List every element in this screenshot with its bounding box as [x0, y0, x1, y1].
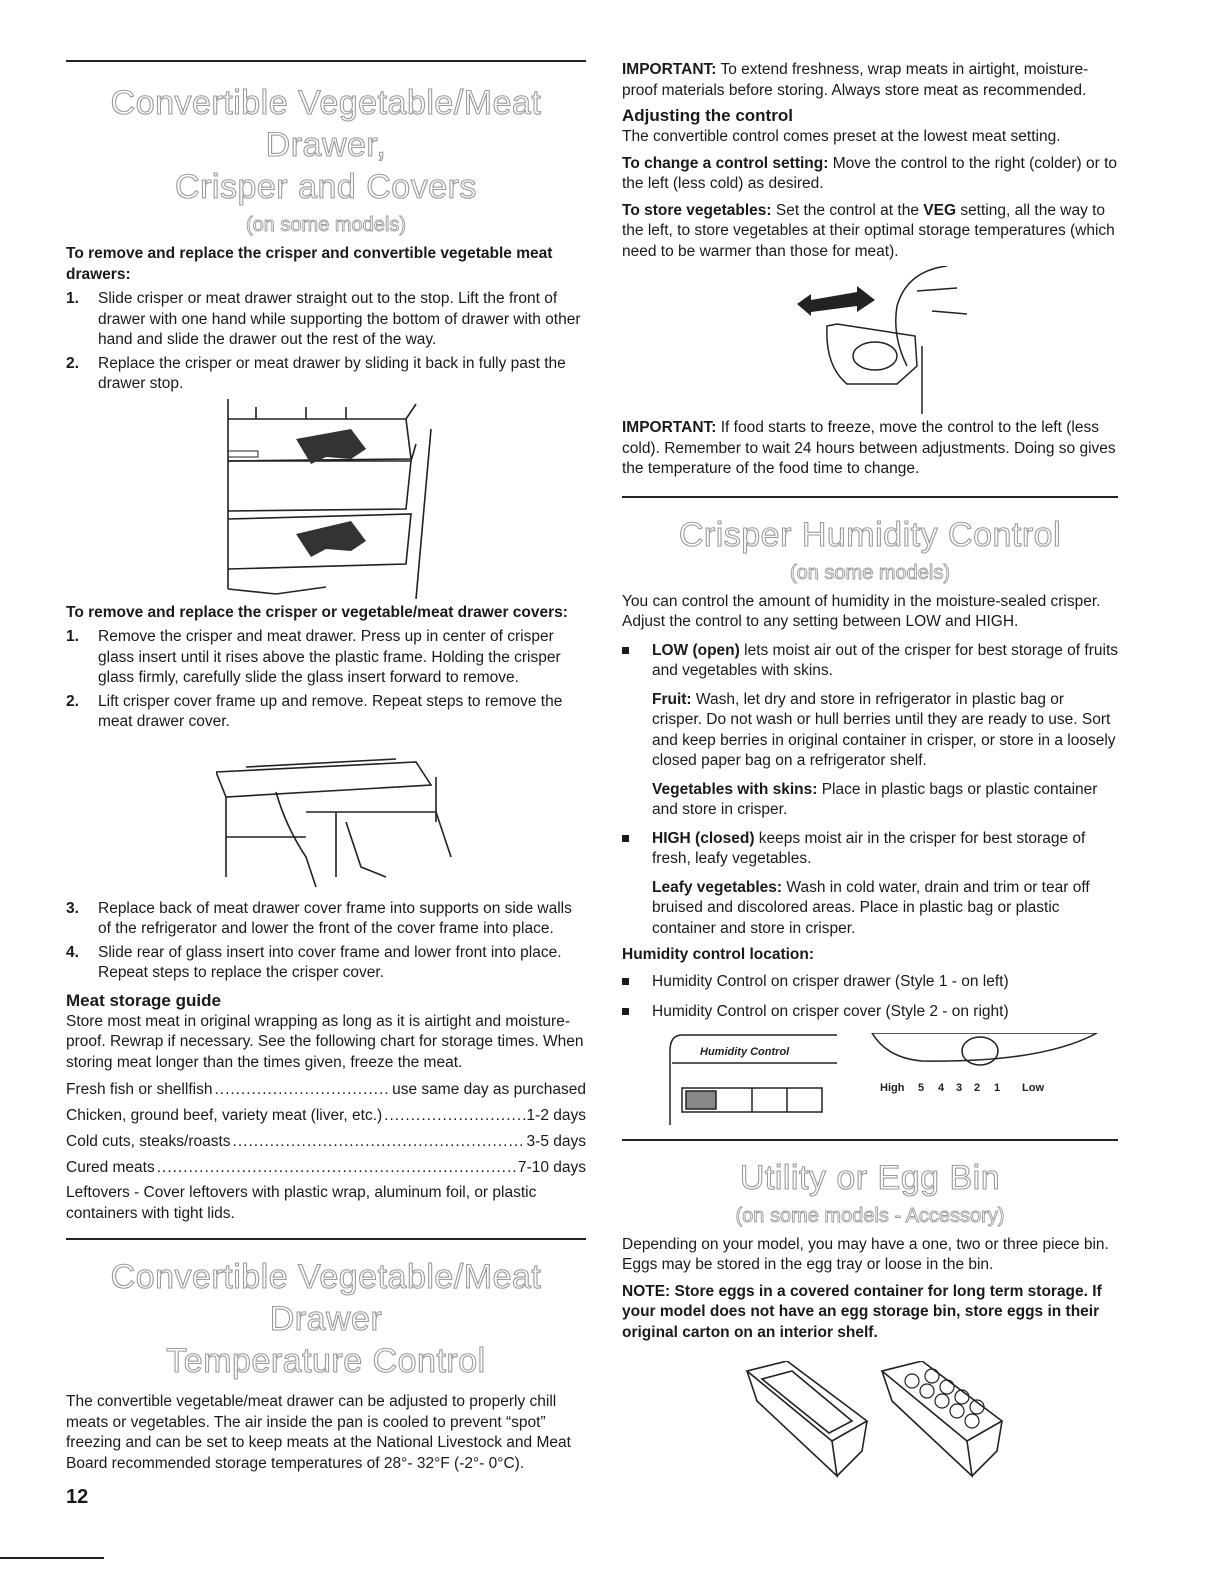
leader-dots	[157, 1155, 516, 1181]
left-column	[66, 60, 586, 1474]
step-item	[66, 354, 586, 395]
inline-label: Leafy vegetables:	[652, 878, 783, 896]
step-list	[66, 899, 586, 984]
bullet-icon	[622, 647, 629, 654]
inline-label: Vegetables with skins:	[652, 780, 818, 798]
paragraph	[622, 201, 1118, 263]
egg-bin-illustration	[737, 1361, 1118, 1481]
section-title: Crisper and Covers	[175, 168, 477, 206]
important-note	[622, 60, 1118, 101]
list-item	[622, 1002, 1118, 1023]
meat-item: Cold cuts, steaks/roasts	[66, 1133, 231, 1150]
step-text: Lift crisper cover frame up and remove. Repeat steps to remove the meat drawer cover.	[98, 692, 563, 730]
paragraph: The convertible vegetable/meat drawer can be adjusted to properly chill meats or vegetables. The air inside the pan is cooled to prevent “spot” freezing and can be set to keep meats at the National Livestock and Meat Board recommended storage temperatures of 28°- 32°F (-2°- 0°C).	[66, 1393, 571, 1472]
paragraph: Store most meat in original wrapping as long as it is airtight and moisture-proof. Rewrap if necessary. See the following chart for storage times. When storing meat longer than the times given, freeze the meat.	[66, 1012, 584, 1071]
humidity-scale-label: 4	[938, 1081, 945, 1094]
section-subtitle: (on some models - Accessory)	[735, 1204, 1005, 1227]
paragraph: The convertible control comes preset at the lowest meat setting.	[622, 128, 1061, 145]
note: NOTE: Store eggs in a covered container for long term storage. If your model does not have an egg storage bin, store eggs in their original carton on an interior shelf.	[622, 1282, 1102, 1341]
section-title: Convertible Vegetable/Meat Drawer	[110, 1258, 542, 1338]
inline-text: Set the control at the	[775, 201, 919, 219]
paragraph	[622, 154, 1118, 195]
step-item	[66, 692, 586, 733]
step-item	[66, 627, 586, 689]
important-note	[622, 418, 1118, 480]
step-list	[66, 627, 586, 733]
storage-time: 1-2 days	[526, 1107, 586, 1124]
step-text: Replace back of meat drawer cover frame into supports on side walls of the refrigerator and lower the front of the cover frame into place.	[98, 899, 572, 937]
inline-label: LOW (open)	[652, 641, 740, 659]
list-item	[622, 641, 1118, 821]
inline-label: To store vegetables:	[622, 201, 772, 219]
section-rule	[622, 496, 1118, 498]
inline-label: HIGH (closed)	[652, 829, 755, 847]
paragraph	[652, 878, 1118, 940]
section-rule	[66, 60, 586, 62]
humidity-scale-label: 5	[918, 1081, 925, 1094]
step-list	[66, 289, 586, 395]
section-rule	[622, 1139, 1118, 1141]
paragraph: Leftovers - Cover leftovers with plastic wrap, aluminum foil, or plastic containers with tight lids.	[66, 1184, 537, 1222]
inline-text: setting, all the way to the left, to store vegetables at their optimal storage temperatures (which need to be warmer than those for meat).	[622, 201, 1115, 260]
inline-text: Wash in cold water, drain and trim or tear off bruised and discolored areas. Place in plastic bag or plastic container and store in crisper.	[652, 878, 1090, 937]
bullet-icon	[622, 1008, 629, 1015]
inline-text: Wash, let dry and store in refrigerator in plastic bag or crisper. Do not wash or hull berries until they are ready to use. Sort and keep berries in original container in crisper, or store in a loosely closed paper bag on a refrigerator shelf.	[652, 690, 1116, 769]
storage-time: 7-10 days	[517, 1159, 586, 1176]
humidity-scale-label: High	[880, 1081, 905, 1094]
inline-text: lets moist air out of the crisper for best storage of fruits and vegetables with skins.	[652, 641, 1119, 679]
inline-text: Place in plastic bags or plastic container and store in crisper.	[652, 780, 1098, 818]
control-dial-illustration	[797, 266, 1118, 414]
step-text: Replace the crisper or meat drawer by sliding it back in fully past the drawer stop.	[98, 354, 566, 392]
paragraph: Depending on your model, you may have a one, two or three piece bin. Eggs may be stored in the egg tray or loose in the bin.	[622, 1235, 1109, 1273]
instruction-lead: To remove and replace the crisper and convertible vegetable meat drawers:	[66, 245, 553, 283]
humidity-scale-label: 1	[994, 1081, 1001, 1094]
humidity-scale-label: Low	[1022, 1081, 1044, 1094]
step-text: Slide crisper or meat drawer straight out to the stop. Lift the front of drawer with one hand while supporting the bottom of drawer with other hand and slide the drawer out the rest of the way.	[98, 290, 581, 348]
leader-dots	[384, 1103, 524, 1129]
bullet-icon	[622, 978, 629, 985]
bullet-list	[622, 972, 1118, 1023]
bullet-icon	[622, 835, 629, 842]
meat-item: Fresh fish or shellfish	[66, 1081, 213, 1098]
step-number: 2.	[66, 354, 79, 372]
humidity-scale-label: 2	[974, 1081, 981, 1094]
storage-time: use same day as purchased	[392, 1081, 586, 1098]
list-item	[622, 829, 1118, 940]
section-title: Crisper Humidity Control	[678, 515, 1062, 554]
section-subtitle: (on some models)	[245, 214, 407, 236]
step-item	[66, 289, 586, 351]
table-row	[66, 1155, 586, 1181]
inline-text: Humidity Control on crisper cover (Style 2 - on right)	[652, 1003, 1009, 1020]
important-text: To extend freshness, wrap meats in airtight, moisture-proof materials before storing. Always store meat as recommended.	[622, 61, 1089, 99]
paragraph	[652, 780, 1118, 821]
storage-time: 3-5 days	[526, 1133, 586, 1150]
section-heading: Meat storage guide	[66, 990, 221, 1010]
section-title: Utility or Egg Bin	[739, 1158, 1001, 1197]
cover-illustration	[216, 737, 586, 895]
instruction-lead: To remove and replace the crisper or vegetable/meat drawer covers:	[66, 603, 568, 621]
humidity-scale-label: 3	[956, 1081, 963, 1094]
table-row	[66, 1077, 586, 1103]
section-title: Convertible Vegetable/Meat Drawer,	[110, 84, 542, 164]
meat-item: Chicken, ground beef, variety meat (liver, etc.)	[66, 1107, 383, 1124]
section-title: Temperature Control	[166, 1342, 486, 1380]
section-subtitle: (on some models)	[789, 561, 951, 584]
meat-storage-chart	[66, 1077, 586, 1181]
section-heading: Adjusting the control	[622, 106, 793, 125]
drawer-illustration	[216, 399, 586, 599]
paragraph: You can control the amount of humidity in the moisture-sealed crisper. Adjust the control to any setting between LOW and HIGH.	[622, 592, 1101, 630]
step-number: 2.	[66, 692, 79, 710]
step-number: 3.	[66, 899, 79, 917]
humidity-control-label: Humidity Control	[700, 1045, 790, 1058]
important-label: IMPORTANT:	[622, 61, 717, 78]
step-text: Remove the crisper and meat drawer. Press up in center of crisper glass insert until it rises above the plastic frame. Holding the crisper glass firmly, carefully slide the glass insert forward to remove.	[98, 628, 561, 686]
inline-text: keeps moist air in the crisper for best storage of fresh, leafy vegetables.	[652, 829, 1086, 867]
step-number: 1.	[66, 628, 79, 645]
step-item	[66, 943, 586, 984]
table-row	[66, 1103, 586, 1129]
step-number: 1.	[66, 290, 79, 307]
inline-label: To change a control setting:	[622, 154, 829, 172]
inline-keyword: VEG	[923, 201, 956, 219]
step-item	[66, 899, 586, 940]
leader-dots	[214, 1077, 390, 1103]
page-number: 12	[66, 1486, 89, 1508]
meat-item: Cured meats	[66, 1159, 155, 1176]
step-number: 4.	[66, 943, 79, 961]
list-item	[622, 972, 1118, 993]
section-rule	[66, 1238, 586, 1240]
important-text: If food starts to freeze, move the control to the left (less cold). Remember to wait 24 hours between adjustments. Doing so gives the temperature of the food time to change.	[622, 419, 1116, 477]
section-heading: Humidity control location:	[622, 946, 815, 963]
step-text: Slide rear of glass insert into cover frame and lower front into place. Repeat steps to replace the crisper cover.	[98, 943, 562, 981]
inline-text: Move the control to the right (colder) or to the left (less cold) as desired.	[622, 154, 1118, 192]
table-row	[66, 1129, 586, 1155]
important-label: IMPORTANT:	[622, 419, 717, 436]
footer-rule	[0, 1557, 104, 1559]
humidity-control-illustration	[622, 1033, 1118, 1125]
inline-label: Fruit:	[652, 690, 692, 708]
inline-text: Humidity Control on crisper drawer (Style 1 - on left)	[652, 972, 1009, 990]
leader-dots	[233, 1129, 525, 1155]
bullet-list	[622, 641, 1118, 940]
paragraph	[652, 690, 1118, 772]
right-column	[622, 60, 1118, 1485]
